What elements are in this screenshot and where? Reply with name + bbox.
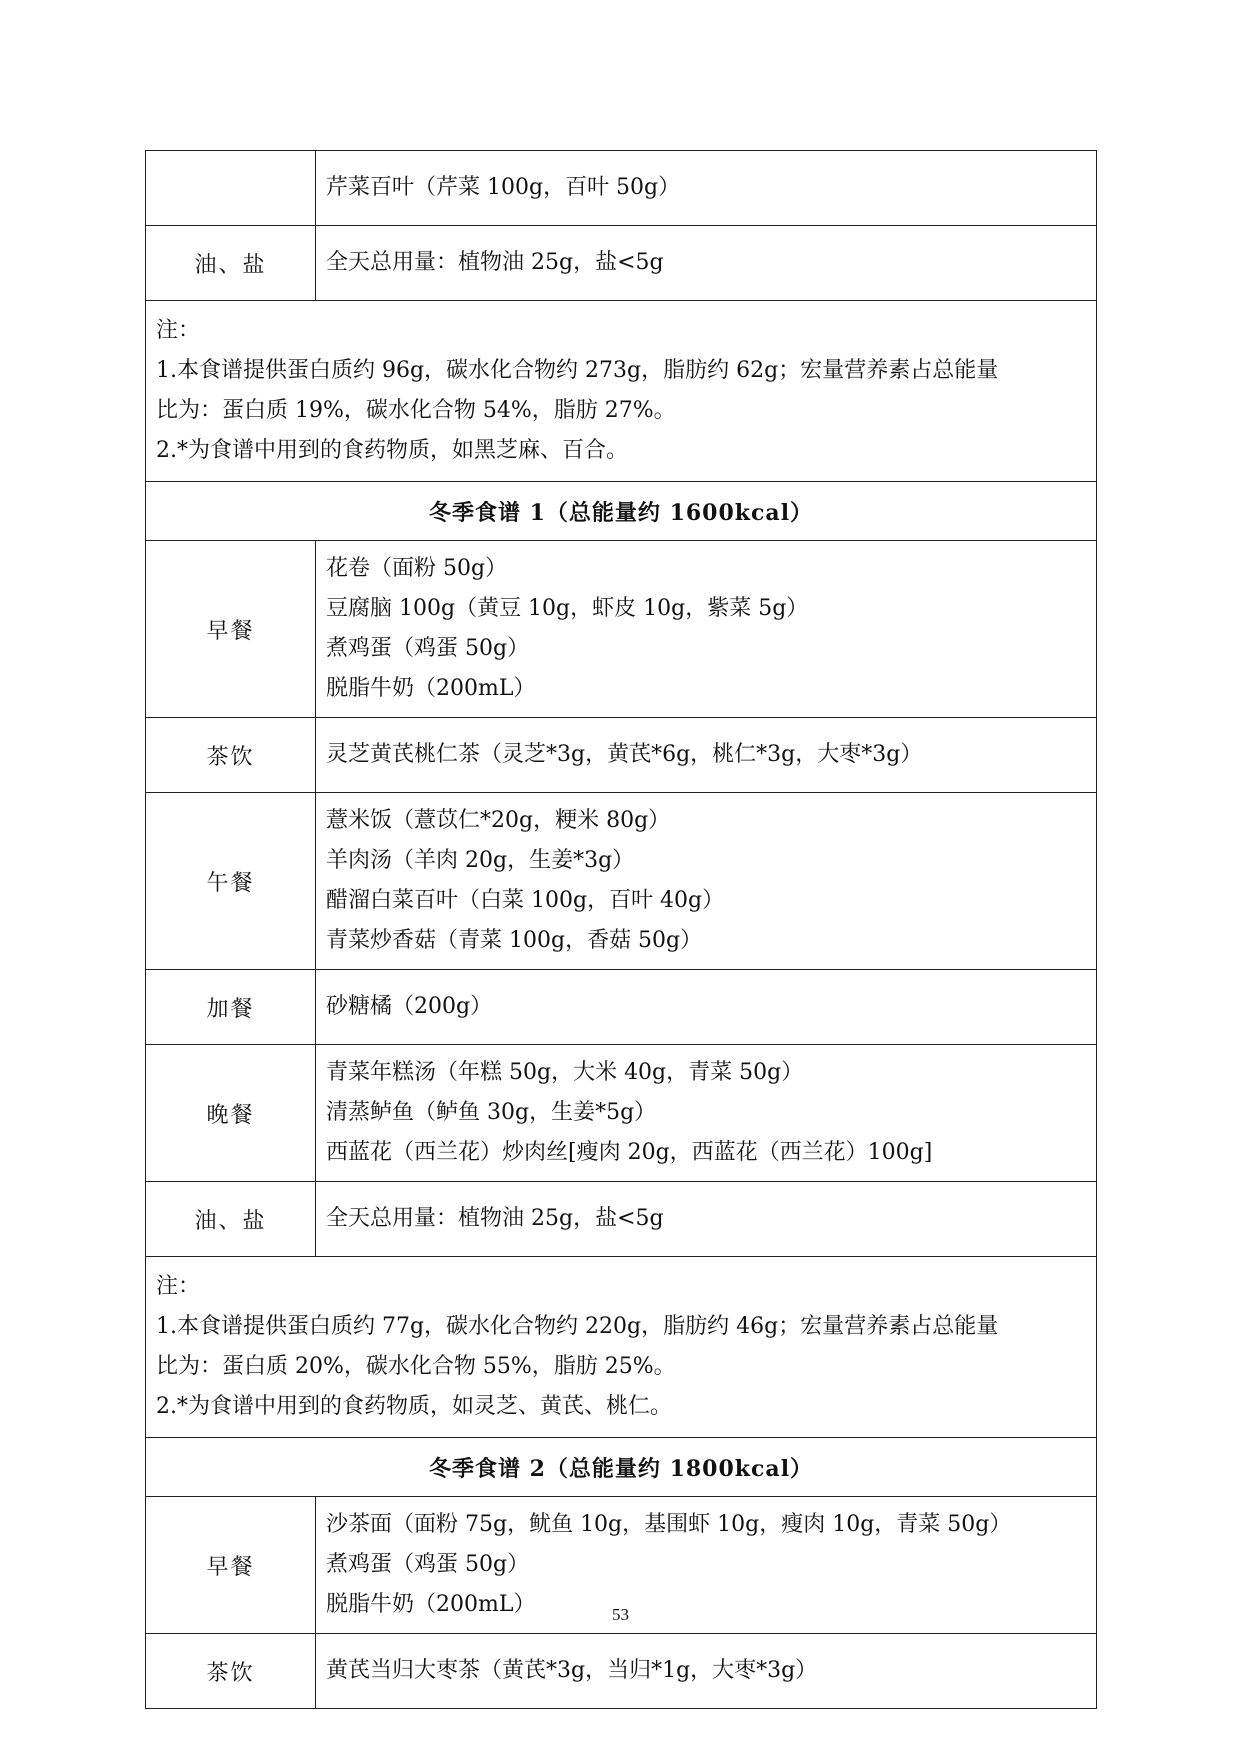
dish-line: 煮鸡蛋（鸡蛋 50g） xyxy=(326,1552,530,1577)
meal-label: 油、盐 xyxy=(146,226,316,301)
dish-line: 芹菜百叶（芹菜 100g，百叶 50g） xyxy=(326,175,681,200)
table-row xyxy=(146,1045,1097,1182)
meal-label: 早餐 xyxy=(146,541,316,718)
meal-content xyxy=(316,718,1097,793)
table-row xyxy=(146,793,1097,970)
note-cell xyxy=(146,1257,1097,1438)
section-heading: 冬季食谱 2（总能量约 1800kcal） xyxy=(146,1438,1097,1497)
dish-line: 醋溜白菜百叶（白菜 100g，百叶 40g） xyxy=(326,888,725,913)
meal-content xyxy=(316,226,1097,301)
meal-label: 早餐 xyxy=(146,1497,316,1634)
table-row xyxy=(146,1634,1097,1709)
dish-line: 沙茶面（面粉 75g，鱿鱼 10g，基围虾 10g，瘦肉 10g，青菜 50g） xyxy=(326,1512,1012,1537)
note-line: 比为：蛋白质 20%，碳水化合物 55%，脂肪 25%。 xyxy=(156,1354,676,1379)
table-row xyxy=(146,226,1097,301)
dish-line: 青菜年糕汤（年糕 50g，大米 40g，青菜 50g） xyxy=(326,1060,804,1085)
dish-line: 青菜炒香菇（青菜 100g，香菇 50g） xyxy=(326,928,703,953)
note-line: 注： xyxy=(156,1274,201,1299)
meal-label: 茶饮 xyxy=(146,1634,316,1709)
dish-line: 全天总用量：植物油 25g，盐<5g xyxy=(326,250,664,275)
note-line: 2.*为食谱中用到的食药物质，如灵芝、黄芪、桃仁。 xyxy=(156,1394,672,1419)
dish-line: 砂糖橘（200g） xyxy=(326,994,493,1019)
dish-line: 黄芪当归大枣茶（黄芪*3g，当归*1g，大枣*3g） xyxy=(326,1658,818,1683)
dish-line: 脱脂牛奶（200mL） xyxy=(326,1592,536,1617)
dish-line: 豆腐脑 100g（黄豆 10g，虾皮 10g，紫菜 5g） xyxy=(326,596,809,621)
dish-line: 薏米饭（薏苡仁*20g，粳米 80g） xyxy=(326,808,671,833)
table-row xyxy=(146,541,1097,718)
meal-content xyxy=(316,151,1097,226)
dish-line: 花卷（面粉 50g） xyxy=(326,556,508,581)
meal-label: 油、盐 xyxy=(146,1182,316,1257)
note-line: 比为：蛋白质 19%，碳水化合物 54%，脂肪 27%。 xyxy=(156,398,676,423)
table-row xyxy=(146,151,1097,226)
note-cell xyxy=(146,301,1097,482)
note-line: 注： xyxy=(156,318,201,343)
dish-line: 脱脂牛奶（200mL） xyxy=(326,676,536,701)
meal-label: 加餐 xyxy=(146,970,316,1045)
dish-line: 煮鸡蛋（鸡蛋 50g） xyxy=(326,636,530,661)
section-heading-row xyxy=(146,482,1097,541)
section-heading: 冬季食谱 1（总能量约 1600kcal） xyxy=(146,482,1097,541)
meal-label: 茶饮 xyxy=(146,718,316,793)
note-line: 1.本食谱提供蛋白质约 77g，碳水化合物约 220g，脂肪约 46g；宏量营养素占总能量 xyxy=(156,1314,999,1339)
table-row xyxy=(146,1182,1097,1257)
note-row xyxy=(146,301,1097,482)
dish-line: 羊肉汤（羊肉 20g，生姜*3g） xyxy=(326,848,635,873)
table-row xyxy=(146,970,1097,1045)
meal-content xyxy=(316,970,1097,1045)
note-row xyxy=(146,1257,1097,1438)
meal-content xyxy=(316,1045,1097,1182)
dish-line: 清蒸鲈鱼（鲈鱼 30g，生姜*5g） xyxy=(326,1100,657,1125)
dish-line: 全天总用量：植物油 25g，盐<5g xyxy=(326,1206,664,1231)
table-row xyxy=(146,718,1097,793)
meal-content xyxy=(316,1634,1097,1709)
meal-content xyxy=(316,541,1097,718)
meal-content xyxy=(316,793,1097,970)
dish-line: 灵芝黄芪桃仁茶（灵芝*3g，黄芪*6g，桃仁*3g，大枣*3g） xyxy=(326,742,923,767)
note-line: 2.*为食谱中用到的食药物质，如黑芝麻、百合。 xyxy=(156,438,628,463)
meal-content xyxy=(316,1182,1097,1257)
note-line: 1.本食谱提供蛋白质约 96g，碳水化合物约 273g，脂肪约 62g；宏量营养素占总能量 xyxy=(156,358,999,383)
meal-label: 晚餐 xyxy=(146,1045,316,1182)
dish-line: 西蓝花（西兰花）炒肉丝[瘦肉 20g，西蓝花（西兰花）100g] xyxy=(326,1140,933,1165)
section-heading-row xyxy=(146,1438,1097,1497)
meal-label xyxy=(146,151,316,226)
meal-label: 午餐 xyxy=(146,793,316,970)
page-number: 53 xyxy=(612,1605,629,1624)
recipe-table xyxy=(145,150,1097,1709)
